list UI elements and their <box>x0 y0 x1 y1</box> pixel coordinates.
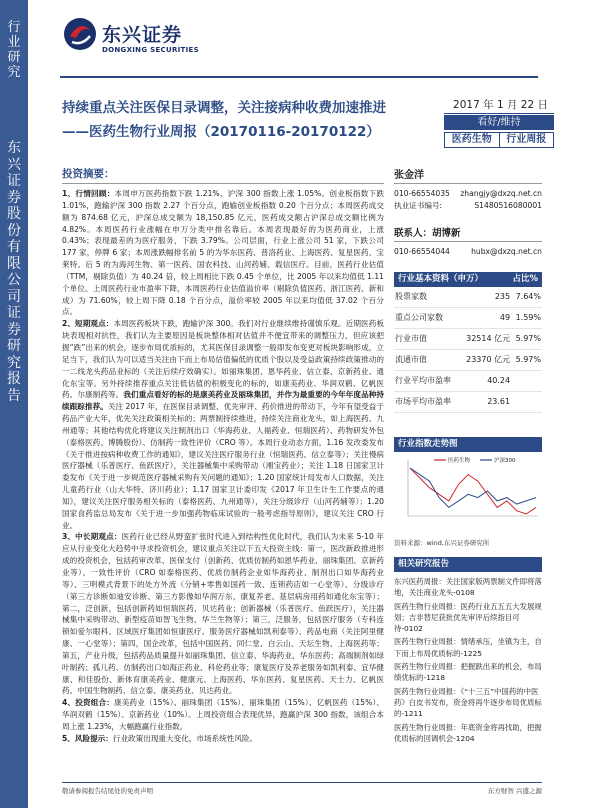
summary-paragraph <box>62 188 384 318</box>
analyst-phone: 010-66554035 <box>394 189 450 198</box>
cert-label: 执业证书编号: <box>394 200 443 210</box>
table-row <box>394 328 542 349</box>
paragraph-lead: 4、投资组合： <box>62 698 114 708</box>
type-tag: 行业周报 <box>500 132 555 148</box>
side-banner <box>0 0 28 808</box>
report-meta <box>444 97 554 148</box>
row-share: 5.97% <box>511 349 542 370</box>
row-value: 23370 亿元 <box>459 349 511 370</box>
side-panel <box>394 166 542 413</box>
table-row <box>394 370 542 391</box>
share-col-label: 占比% <box>512 273 538 284</box>
row-value: 40.24 <box>459 370 511 391</box>
header-divider <box>60 76 538 78</box>
row-value: 23.61 <box>459 391 511 412</box>
paragraph-text: 康美药业（15%）、丽珠集团（15%）、丽珠集团（15%）、亿帆医药（15%）、华润双鹤（15%）、京新药业（10%）。上周投资组合表现优异，跑赢沪深 300 指数，该组合本周上涨 1.23%，大幅跑赢行业指数。 <box>62 698 384 731</box>
row-share: 7.64% <box>511 287 542 308</box>
paragraph-lead: 3、中长期观点： <box>62 532 122 542</box>
row-label: 行业市值 <box>394 328 459 349</box>
chart-bg <box>394 452 542 532</box>
analyst-contact <box>394 188 542 200</box>
report-title: 持续重点关注医保目录调整，关注接病种收费加速推进——医药生物行业周报（20170116-20170122） <box>62 100 386 140</box>
brand-name-en: DONGXING SECURITIES <box>102 46 199 54</box>
contact-info <box>394 246 542 258</box>
brand-name-cn: 东兴证券 <box>102 24 183 46</box>
summary-paragraph <box>62 697 384 733</box>
related-heading: 相关研究报告 <box>394 557 542 572</box>
paragraph-text: 本周医药板块下跌，跑输沪深 300。我们对行业继续维持谨慎乐观。近期医药板块表现相对抗性，我们认为主要原因是板块整体相对估值并不便宜带来的调整压力，但应该把握“跌”出来的机会，逐步布局优质标的，尤其医保目录调整一般即发布变更对板块影响形成，立足当下，我们认为可以适当关注由下而上布局估值偏低的优质个股以及受益政策持续政策推动的一二线龙头药品业标的（关注后续疗效确实）。如丽珠集团、恩华药业、信立泰、京新药业、通化东宝等。另外持续推荐重点关注低估值的积极变化的标的，如康美药业、华润双鹤、亿帆医药、尔康制药等。 <box>62 319 384 400</box>
row-share <box>511 391 542 412</box>
row-label: 重点公司家数 <box>394 307 459 328</box>
summary-paragraph <box>62 733 384 745</box>
sector-tag: 医药生物 <box>444 132 500 148</box>
row-value: 235 <box>459 287 511 308</box>
table-row <box>394 349 542 370</box>
summary-heading: 投资摘要： <box>62 166 384 184</box>
contact-heading: 联系人：胡博新 <box>394 225 542 242</box>
summary-body <box>62 188 384 745</box>
side-label-industry: 行业研究 <box>7 20 21 80</box>
related-item[interactable]: 医药生物行业周报：情绪承压，坐镇为主，自下而上布局优质标的-1225 <box>394 637 542 658</box>
paragraph-emphasis: 我们重点看好的标的是康美药业及丽珠集团，并作为最重要的今年年度品种持续跟踪推荐。 <box>62 390 385 412</box>
report-tags <box>444 132 554 148</box>
rating-badge: 看好/维持 <box>444 115 554 130</box>
basic-data-table <box>394 287 542 413</box>
basic-data-header <box>394 272 542 287</box>
paragraph-lead: 2、短期观点： <box>62 319 114 329</box>
row-label: 市场平均市盈率 <box>394 391 459 412</box>
analyst-email[interactable]: zhangjy@dxzq.net.cn <box>460 189 542 198</box>
index-trend-chart <box>394 452 542 532</box>
footer-slogan: 东方财智 兴盛之源 <box>487 787 542 795</box>
page-footer <box>62 782 542 795</box>
summary-paragraph <box>62 318 384 531</box>
cert-number: S1480516080001 <box>474 200 542 210</box>
paragraph-text: 本周申万医药指数下跌 1.21%、沪深 300 指数上涨 1.05%。创业板指数下跌 1.01%，跑输沪深 300 指数 2.27 个百分点，跑输创业板指数 0.20 个百分点；本周医药成交额为 874.68 亿元，沪深总成交额为 18,150.85 亿元，医药成交额占沪深总成交额比例为 4.82%。本周医药行业涨幅在申万分类中排名靠后。本周表现最好的为医药商业，上涨 0.43%；表现最差的为医疗服务，下跌 3.79%。公司层面，行业上涨公司 51 家，下跌公司 177 家，停牌 6 家；本周涨跌幅排名前 5 的为华东医药、普洛药业、上海医药、复星医药、宝莱特。后 5 的为海河生物、第一医药、国农科技、山河药辅、载信医疗。目前，医药行业估值（TTM，剔除负值）为 40.24 倍，较上周相比下跌 0.45 个单位，比 2005 年以来均值低 1.11 个单位。上周医药行业市盈率下降，本周医药行业估值溢价率（剔除负值医药、浙江医药、新和成）为 71.60%，较上周下降 0.18 个百分点，溢价率较 2005 年以来均值低 37.02 个百分点。 <box>62 189 384 317</box>
basic-data-heading: 行业基本资料（申万） <box>398 273 484 284</box>
row-label: 行业平均市盈率 <box>394 370 459 391</box>
contact-phone: 010-66554044 <box>394 247 450 256</box>
table-row <box>394 391 542 412</box>
legend-label-a: 医药生物 <box>448 458 471 464</box>
brand-mark-icon <box>62 16 98 52</box>
footer-disclaimer: 敬请参阅报告结尾处的免责声明 <box>62 787 153 795</box>
related-item[interactable]: 医药生物行业周报：把握跌出来的机会，布局绩优标的-1218 <box>394 662 542 683</box>
summary-paragraph <box>62 531 384 697</box>
related-item[interactable]: 医药生物行业周报：年底资金将再找助，把握优质标的回调机会-1204 <box>394 722 542 743</box>
paragraph-lead: 5、风险提示： <box>62 733 113 743</box>
chart-heading: 行业指数走势图 <box>394 437 542 452</box>
report-date: 2017 年 1 月 22 日 <box>444 97 554 114</box>
row-value: 32514 亿元 <box>459 328 511 349</box>
analyst-name: 张金洋 <box>394 166 542 184</box>
related-list <box>394 572 542 744</box>
row-share <box>511 370 542 391</box>
related-item[interactable]: 医药生物行业周报：《“十三五”中国药的中医药》白皮书发布，资金将再牛逐步布局优质标的-1211 <box>394 686 542 719</box>
related-reports <box>394 557 542 746</box>
row-value: 49 <box>459 307 511 328</box>
table-row <box>394 287 542 308</box>
analyst-cert <box>394 200 542 212</box>
chart-source: 资料来源：wind,东兴证券研究所 <box>394 539 490 547</box>
paragraph-text: 关注 2017 年，在医保目录调整、优先审评、药价推进的带动下，今年有望受益于药品产业大年，优先关注政策相关标的；两票制持续推进，持续关注商业龙头，如上海医药、九州通等；其他结构优化将建议关注制剂出口（华海药业、人福药业、恒瑞医药）、药物研发外包（泰格医药、博腾股份）、仿制药一致性评价（CRO 等）。本周行业动态方面，1.16 发改委发布《关于推进按病种收费工作的通知》，建议关注医疗服务行业（恒瑞医药、信立泰等）；关注慢病医疗器械（乐普医疗、鱼跃医疗），关注器械集中采购带动（湘宝药业）；关注 1.18 日国家卫计委发布《关于进一步规范医疗器械采购有关问题的通知》；1.20 国家统计局发布人口数据，关注儿童药行业（山大华特、济川药业）；1.17 国家卫计委印发《2017 年卫生计生工作要点的通知》，建议关注医疗服务相关标的（泰格医药、九州通等），关注分级诊疗（山河药辅等）；1.20 国家食药监总局发布《关于进一步加强药物临床试验的一般考虑指导原则》，建议关注 CRO 行业。 <box>62 402 385 530</box>
side-label-company: 东兴证券股份有限公司证券研究报告 <box>7 140 21 404</box>
contact-email[interactable]: hubx@dxzq.net.cn <box>471 247 542 256</box>
table-row <box>394 307 542 328</box>
row-label: 流通市值 <box>394 349 459 370</box>
brand-logo <box>62 16 262 68</box>
paragraph-lead: 1、行情回顾： <box>62 189 115 198</box>
row-label: 股票家数 <box>394 287 459 308</box>
paragraph-text: 行业政策出现重大变化，市场系统性风险。 <box>112 733 258 743</box>
index-chart-block <box>394 437 542 547</box>
related-item[interactable]: 医药生物行业周报：医药行业五五五大发展规划；吉非替尼获批优先审评后续指目可待-0102 <box>394 601 542 634</box>
legend-label-b: 沪深300 <box>494 458 516 464</box>
row-share: 5.97% <box>511 328 542 349</box>
row-share: 1.59% <box>511 307 542 328</box>
related-item[interactable]: 东兴医药周报：关注国家版两票制文件即将落地，关注商业龙头-0108 <box>394 577 542 598</box>
paragraph-text: 医药行业已经从野蛮扩张时代进入到结构性优化时代，我们认为未来 5-10 年应从行业变化大趋势中寻求投资机会，建议重点关注以下五大投资主线：第一，医改新政推进形成的投资机会，包括药审改革、医保支付（创新药、优质仿制药如恩华药业、丽珠集团、京新药业等）、一致性评价（CRO 如泰格医药、优质仿制药企业如华海药业、制剂出口如华海药业等）、三明模式背景下的处方外流（分销+零售如国药一致、连锁药店如一心堂等）、分级诊疗（第三方诊断如迪安诊断、第三方影像如华润万东、康复养老、基层病房用药如通化东宝等）；第二，泛创新，包括创新药如恒瑞医药、贝达药业；创新器械（乐普医疗、鱼跃医疗），关注器械集中采购带动、新型疫苗如智飞生物、华兰生物等）；第三，泛服务，包括医疗服务（专科连锁如爱尔眼科、区域医疗集团如恒康医疗、服务医疗器械如凯利泰等）、药品电商（关注阿里健康、一心堂等）；第四，国企改革，包括中国医药、同仁堂、白云山、天坛生物、上海医药等；第五，产业升级，包括药品质量提升如丽珠集团、信立泰、华海药业、华东医药；高端制剂如绿叶制药；孤儿药、仿制药出口如海正药业、科伦药业等；康复医疗及养老服务如凯利泰、宜华健康、和佳股份、新体育康美药业、健康元、上海医药、华东医药、复星医药、天士力、亿帆医药、中国生物制药、信立泰、康美药业、贝达药业。 <box>62 532 384 696</box>
